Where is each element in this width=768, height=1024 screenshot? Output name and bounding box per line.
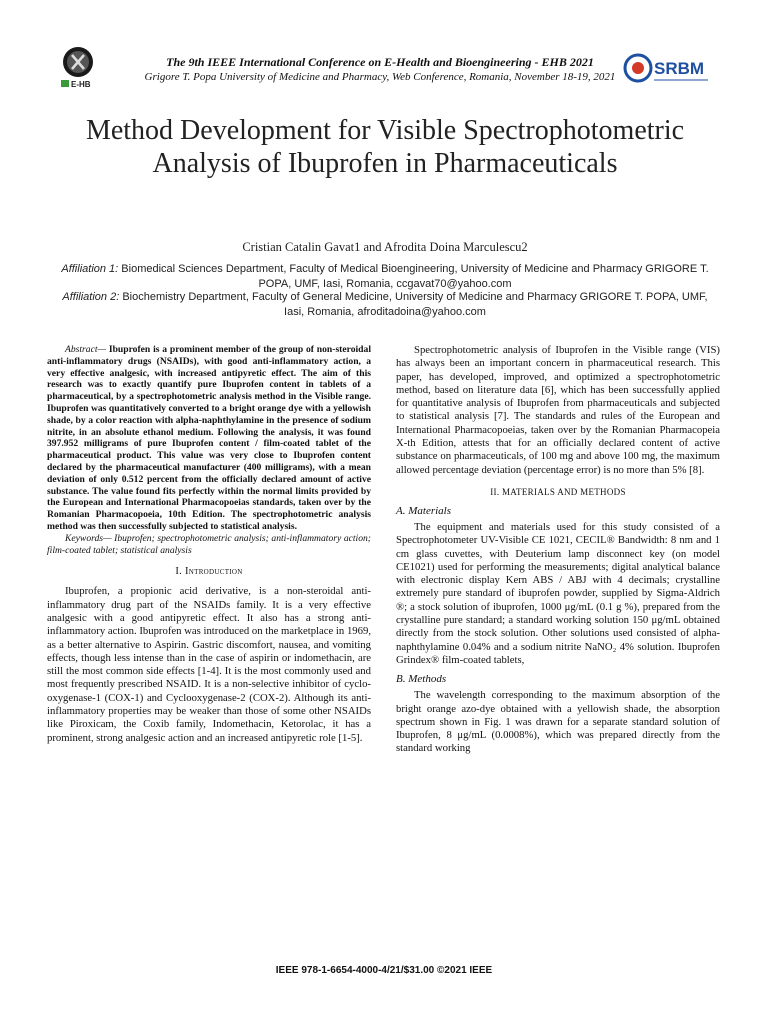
paper-title: Method Development for Visible Spectrophotometric Analysis of Ibuprofen in Pharmaceuticals	[85, 115, 685, 179]
subsection-methods: B. Methods	[396, 673, 447, 686]
srbm-logo	[622, 44, 712, 90]
materials-paragraph: The equipment and materials used for this study consisted of a Spectrophotometer UV-Visible CE 1021, CECIL® Bandwidth: 8 nm and 1 cm glass cuvettes, with Deuterium lamp disconnect key (on model CE1021) used for performing the measurements; digital analytical balance with electronic display Kern ABS / ABJ with 4 decimals; crystalline extremely pure standard of ibuprofen powder, supplied by Sigma-Aldrich ®; a stock solution of ibuprofen, 1000 μg/mL (0.1 g %), prepared from the crystalline pure standard; a standard working solution 150 μg/mL obtained directly from the stock solution. Other solutions used consisted of alpha-naphthylamine 0.04% and a sodium nitrite NaNO₂ 4% solution. Ibuprofen Grindex® film-coated tablets,	[396, 520, 720, 666]
right-column	[396, 344, 720, 756]
abstract-label: Abstract—	[65, 344, 107, 355]
intro-paragraph-2: Spectrophotometric analysis of Ibuprofen in the Visible range (VIS) has always been an important concern in pharmaceutical research. This paper, has developed, improved, and optimized a spectrophotometric method, based on literature data [6], which has been successfully applied for quantitative analysis of Ibuprofen from pharmaceuticals and subjected to statistical analysis [7]. The standards and rules of the European and International Pharmacopoeias, taken over by the Romanian Pharmacopeia X-th Edition, attests that for an officially declared content of active substance on pharmaceuticals, of 100 mg and above 100 mg, the maximum allowed percentage deviation (percentage error) is no more than 5% [8].	[396, 344, 720, 476]
section-heading-materials-methods: II. MATERIALS AND METHODS	[490, 486, 626, 497]
methods-paragraph: The wavelength corresponding to the maximum absorption of the bright orange azo-dye obtained with a yellowish shade, the absorption spectrum shown in Fig. 1 was drawn for a separate standard solution of Ibuprofen, 8 μg/mL (0.0008%), which was prepared directly from the standard working	[396, 689, 720, 755]
affiliation-1	[60, 262, 710, 292]
keywords: Keywords— Ibuprofen; spectrophotometric analysis; anti-inflammatory action; film-coated tablet; statistical analysis	[47, 532, 371, 556]
affiliation-2-label: Affiliation 2:	[62, 291, 120, 303]
srbm-logo-text: SRBM	[654, 59, 705, 78]
ehb-logo-text: E-HB	[71, 80, 91, 89]
affiliation-2	[60, 290, 710, 320]
ehb-logo	[58, 44, 98, 94]
left-column	[47, 344, 371, 745]
conference-title: The 9th IEEE International Conference on E-Health and Bioengineering - EHB 2021	[166, 55, 594, 69]
affiliation-1-text: Biomedical Sciences Department, Faculty of Medical Bioengineering, University of Medicine and Pharmacy GRIGORE T. POPA, UMF, Iasi, Romania, ccgavat70@yahoo.com	[121, 263, 709, 290]
abstract-text: Ibuprofen is a prominent member of the group of non-steroidal anti-inflammatory drugs (NSAIDs), with good anti-inflammatory action, a very effective analgesic, with increased antipyretic effect. The aim of this research was to exactly quantify pure Ibuprofen content in tablets of a pharmaceutical, by a spectrophotometric analysis method in the Visible range. Ibuprofen was quantitatively converted to a bright orange dye with a yellowish shade, by a color reaction with alpha-naphthylamine in the presence of sodium nitrite, in an absolute ethanol medium. Following the analysis, it was found 397.952 milligrams of pure Ibuprofen content / film-coated tablet of the pharmaceutical product. This value was very close to Ibuprofen content declared by the pharmaceutical manufacturer (400 milligrams), with a mean deviation of only 0.512 percent from the officially declared amount of active substance. The value found fits perfectly within the normal limits provided by the European and International Pharmacopoeias standards, taken over by the Romanian Pharmacopoeia, 10th Edition. The spectrophotometric analysis method was then successfully subjected to statistical analysis.	[47, 344, 371, 532]
conference-place: Grigore T. Popa University of Medicine and Pharmacy, Web Conference, Romania, November 18-19, 2021	[144, 71, 616, 83]
affiliation-2-text: Biochemistry Department, Faculty of General Medicine, University of Medicine and Pharmacy GRIGORE T. POPA, UMF, Iasi, Romania, afroditadoina@yahoo.com	[122, 291, 708, 318]
subsection-materials: A. Materials	[396, 504, 451, 517]
section-heading-introduction: I. Introduction	[175, 566, 243, 578]
intro-paragraph-1: Ibuprofen, a propionic acid derivative, is a non-steroidal anti-inflammatory drug part of the NSAIDs family. It is a very effective analgesic with a good antipyretic effect. It also has a strong anti-inflammatory action. Ibuprofen was introduced on the marketplace in 1969, as a better alternative to Aspirin. Gastric discomfort, nausea, and vomiting effects, though less intense than in the case of aspirin or indomethacin, are still the most common side effects [1-4]. It is the most commonly used and most frequently prescribed NSAID. It is a non-selective inhibitor of cyclo-oxygenase-1 (COX-1) and Cyclooxygenase-2 (COX-2). Although its anti-inflammatory properties may be weaker than those of some other NSAIDs like Piroxicam, the Coxib family, Indomethacin, Ketorolac, it has a prominent, strong analgesic action and an increased antipyretic role [1-5].	[47, 585, 371, 744]
authors: Cristian Catalin Gavat1 and Afrodita Doina Marculescu2	[242, 240, 528, 254]
ieee-footer: IEEE 978-1-6654-4000-4/21/$31.00 ©2021 IEEE	[275, 965, 493, 976]
affiliation-1-label: Affiliation 1:	[61, 263, 119, 275]
abstract	[47, 344, 371, 533]
